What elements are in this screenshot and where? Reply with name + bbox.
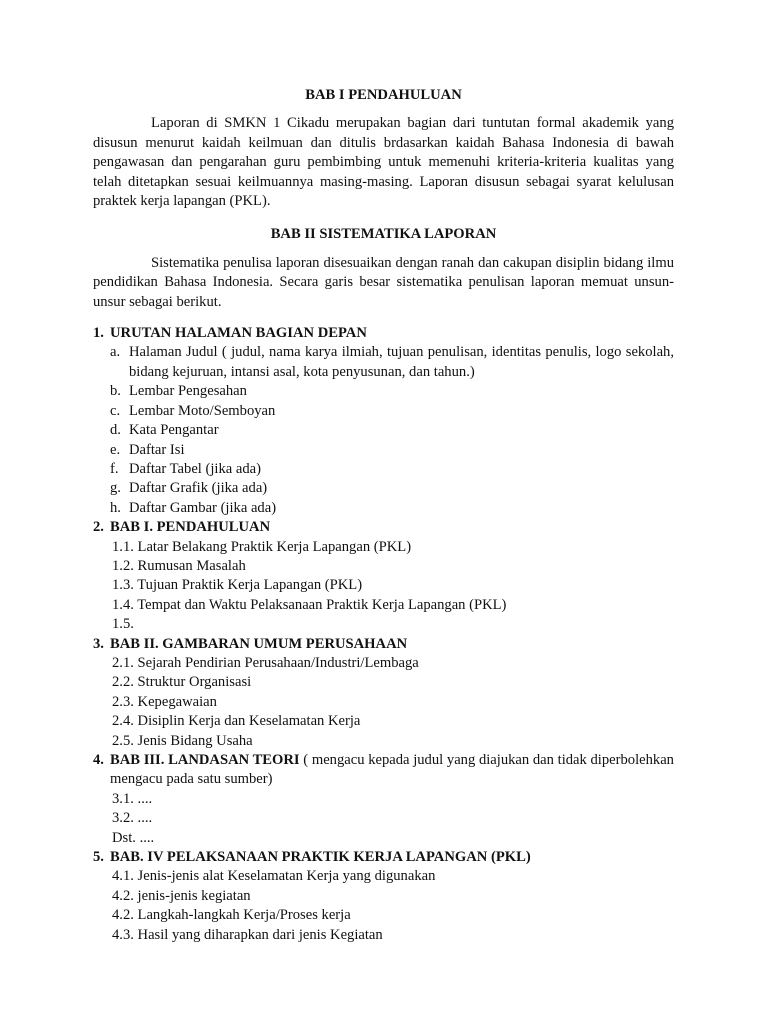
section-note: ( mengacu kepada judul yang diajukan dan tidak diperbolehkan mengacu pada satu sumber) — [110, 752, 674, 788]
bab1-heading: BAB I PENDAHULUAN — [305, 87, 462, 103]
list-item: 1.5. — [112, 616, 134, 633]
item-label: g. — [110, 480, 121, 497]
item-text: Daftar Grafik (jika ada) — [129, 480, 268, 497]
document-content — [93, 86, 674, 945]
list-item: 1.4. Tempat dan Waktu Pelaksanaan Praktik Kerja Lapangan (PKL) — [112, 596, 507, 613]
section-title: BAB. IV PELAKSANAAN PRAKTIK KERJA LAPANGAN (PKL) — [110, 849, 531, 866]
outline-section-5 — [93, 848, 674, 945]
item-label: h. — [110, 499, 121, 516]
section-title-with-note — [110, 751, 674, 790]
list-item: 1.3. Tujuan Praktik Kerja Lapangan (PKL) — [112, 577, 363, 594]
list-item — [110, 382, 674, 401]
list-item: Dst. .... — [112, 829, 155, 846]
outline-section-4 — [93, 751, 674, 848]
section-number: 3. — [93, 635, 104, 652]
outline-section-2 — [93, 518, 674, 634]
list-item — [110, 441, 674, 460]
list-item: 4.3. Hasil yang diharapkan dari jenis Kegiatan — [112, 926, 383, 943]
section-5-items — [110, 867, 674, 945]
section-4-items — [110, 790, 674, 848]
section-number: 2. — [93, 519, 104, 536]
item-label: a. — [110, 344, 121, 361]
section-title: URUTAN HALAMAN BAGIAN DEPAN — [110, 325, 367, 342]
list-item: 3.2. .... — [112, 810, 153, 827]
list-item: 1.2. Rumusan Masalah — [112, 557, 246, 574]
list-item — [110, 402, 674, 421]
list-item: 2.2. Struktur Organisasi — [112, 674, 252, 691]
section-1-items — [110, 343, 674, 518]
section-3-items — [110, 654, 674, 751]
item-text: Kata Pengantar — [129, 422, 219, 439]
list-item — [110, 479, 674, 498]
item-text: Lembar Pengesahan — [129, 383, 247, 400]
section-2-items — [110, 538, 674, 635]
list-item: 4.2. jenis-jenis kegiatan — [112, 887, 251, 904]
bab2-paragraph: Sistematika penulisa laporan disesuaikan dengan ranah dan cakupan disiplin bidang ilmu pendidikan Bahasa Indonesia. Secara garis besar sistematika penulisan laporan memuat unsun-unsur sebagai berikut. — [93, 254, 674, 310]
list-item — [110, 499, 674, 518]
list-item: 3.1. .... — [112, 790, 153, 807]
list-item: 1.1. Latar Belakang Praktik Kerja Lapangan (PKL) — [112, 538, 412, 555]
item-label: b. — [110, 383, 121, 400]
item-text: Lembar Moto/Semboyan — [129, 402, 276, 419]
section-title: BAB III. LANDASAN TEORI — [110, 752, 300, 768]
item-text: Daftar Gambar (jika ada) — [129, 499, 277, 516]
outline-section-1 — [93, 324, 674, 518]
item-label: f. — [110, 460, 119, 477]
item-text: Daftar Tabel (jika ada) — [129, 460, 262, 477]
bab2-heading: BAB II SISTEMATIKA LAPORAN — [270, 226, 497, 243]
list-item: 2.1. Sejarah Pendirian Perusahaan/Industri/Lembaga — [112, 654, 419, 671]
item-label: e. — [110, 441, 121, 458]
list-item: 2.3. Kepegawaian — [112, 693, 217, 710]
section-number: 4. — [93, 752, 104, 768]
list-item — [110, 343, 674, 382]
list-item — [110, 460, 674, 479]
item-text: Daftar Isi — [129, 441, 185, 458]
list-item: 2.4. Disiplin Kerja dan Keselamatan Kerja — [112, 713, 361, 730]
section-number: 1. — [93, 325, 104, 342]
item-label: d. — [110, 422, 121, 439]
list-item: 2.5. Jenis Bidang Usaha — [112, 732, 253, 749]
outline-list — [93, 324, 674, 945]
list-item: 4.2. Langkah-langkah Kerja/Proses kerja — [112, 907, 351, 924]
section-number: 5. — [93, 849, 104, 866]
section-title: BAB II. GAMBARAN UMUM PERUSAHAAN — [110, 635, 408, 652]
list-item: 4.1. Jenis-jenis alat Keselamatan Kerja yang digunakan — [112, 868, 436, 885]
bab1-paragraph: Laporan di SMKN 1 Cikadu merupakan bagian dari tuntutan formal akademik yang disusun menurut kaidah keilmuan dan ditulis brdasarkan kaidah Bahasa Indonesia di bawah pengawasan dan pengarahan guru pembimbing untuk memenuhi kriteria-kriteria kualitas yang telah ditetapkan sesuai keilmuannya masing-masing. Laporan disusun sebagai syarat kelulusan praktek kerja lapangan (PKL). — [93, 115, 674, 210]
section-title: BAB I. PENDAHULUAN — [110, 519, 271, 536]
outline-section-3 — [93, 635, 674, 751]
item-text: Halaman Judul ( judul, nama karya ilmiah, tujuan penulisan, identitas penulis, logo sekolah, bidang kejuruan, intansi asal, kota penyusunan, dan tahun.) — [129, 344, 674, 380]
item-label: c. — [110, 402, 121, 419]
list-item — [110, 421, 674, 440]
